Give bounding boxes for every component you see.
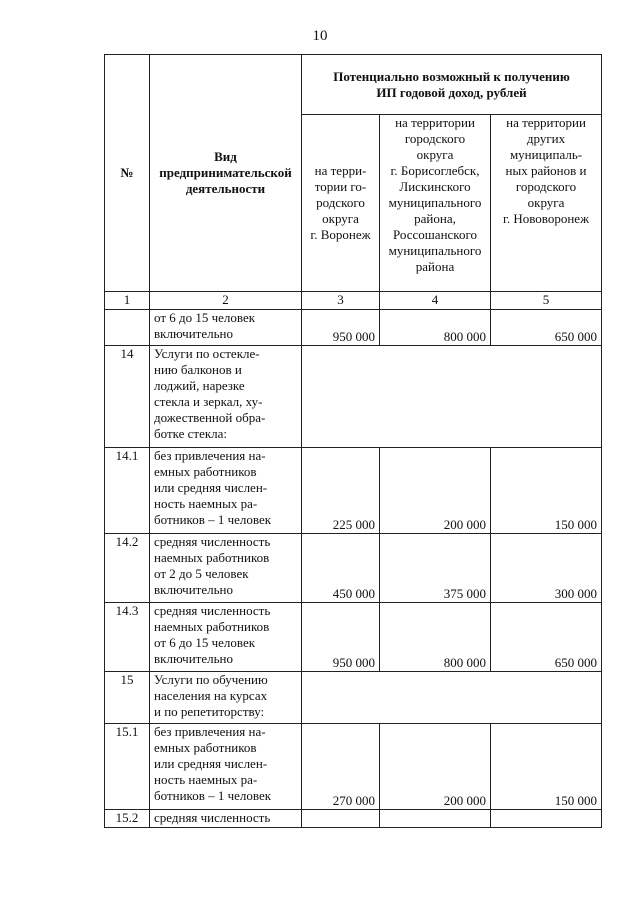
header-borisoglebsk: на территории городского округа г. Борисоглебск, Лискинского муниципального района, Россошанского муниципального района [380,115,491,292]
row-number: 15.1 [105,724,150,810]
row-value-other: 150 000 [491,724,602,810]
table-row [105,810,602,828]
row-number: 14.1 [105,448,150,534]
row-description: без привлечения на- емных работников или средняя числен- ность наемных ра- ботников – 1 человек [150,724,302,810]
row-number: 15.2 [105,810,150,828]
header-activity-type: Вид предпринимательской деятельности [150,55,302,292]
row-description: от 6 до 15 человек включительно [150,310,302,346]
header-voronezh: на терри- тории го- родского округа г. Воронеж [302,115,380,292]
row-value-borisoglebsk: 800 000 [380,603,491,672]
row-description: средняя численность [150,810,302,828]
row-value-voronezh [302,810,380,828]
row-value-voronezh: 225 000 [302,448,380,534]
row-value-empty [302,346,602,448]
row-description: средняя численность наемных работников от 6 до 15 человек включительно [150,603,302,672]
table-row [105,448,602,534]
row-number: 14 [105,346,150,448]
table-row [105,603,602,672]
table-row [105,346,602,448]
column-number-4: 4 [380,292,491,310]
row-description: без привлечения на- емных работников или средняя числен- ность наемных ра- ботников – 1 человек [150,448,302,534]
table-row [105,724,602,810]
column-number-1: 1 [105,292,150,310]
row-value-voronezh: 950 000 [302,603,380,672]
row-description: Услуги по обучению населения на курсах и по репетиторству: [150,672,302,724]
page-number: 10 [312,28,328,44]
column-number-2: 2 [150,292,302,310]
row-value-voronezh: 270 000 [302,724,380,810]
row-number: 14.2 [105,534,150,603]
table-row [105,310,602,346]
column-number-5: 5 [491,292,602,310]
row-number [105,310,150,346]
header-income-group: Потенциально возможный к получению ИП годовой доход, рублей [302,55,602,115]
row-description: Услуги по остекле- нию балконов и лоджий, нарезке стекла и зеркал, ху- дожественной обра- ботке стекла: [150,346,302,448]
row-value-other: 650 000 [491,310,602,346]
income-table [104,54,602,828]
row-value-other: 300 000 [491,534,602,603]
row-description: средняя численность наемных работников от 2 до 5 человек включительно [150,534,302,603]
row-value-borisoglebsk: 200 000 [380,448,491,534]
header-other-districts: на территории других муниципаль- ных районов и городского округа г. Нововоронеж [491,115,602,292]
row-value-other [491,810,602,828]
column-number-3: 3 [302,292,380,310]
row-number: 15 [105,672,150,724]
row-value-borisoglebsk: 375 000 [380,534,491,603]
row-number: 14.3 [105,603,150,672]
row-value-borisoglebsk [380,810,491,828]
column-numbers-row [105,292,602,310]
row-value-borisoglebsk: 800 000 [380,310,491,346]
table-row [105,534,602,603]
row-value-other: 650 000 [491,603,602,672]
row-value-voronezh: 950 000 [302,310,380,346]
row-value-borisoglebsk: 200 000 [380,724,491,810]
header-number: № [105,55,150,292]
row-value-other: 150 000 [491,448,602,534]
row-value-empty [302,672,602,724]
table-row [105,672,602,724]
row-value-voronezh: 450 000 [302,534,380,603]
